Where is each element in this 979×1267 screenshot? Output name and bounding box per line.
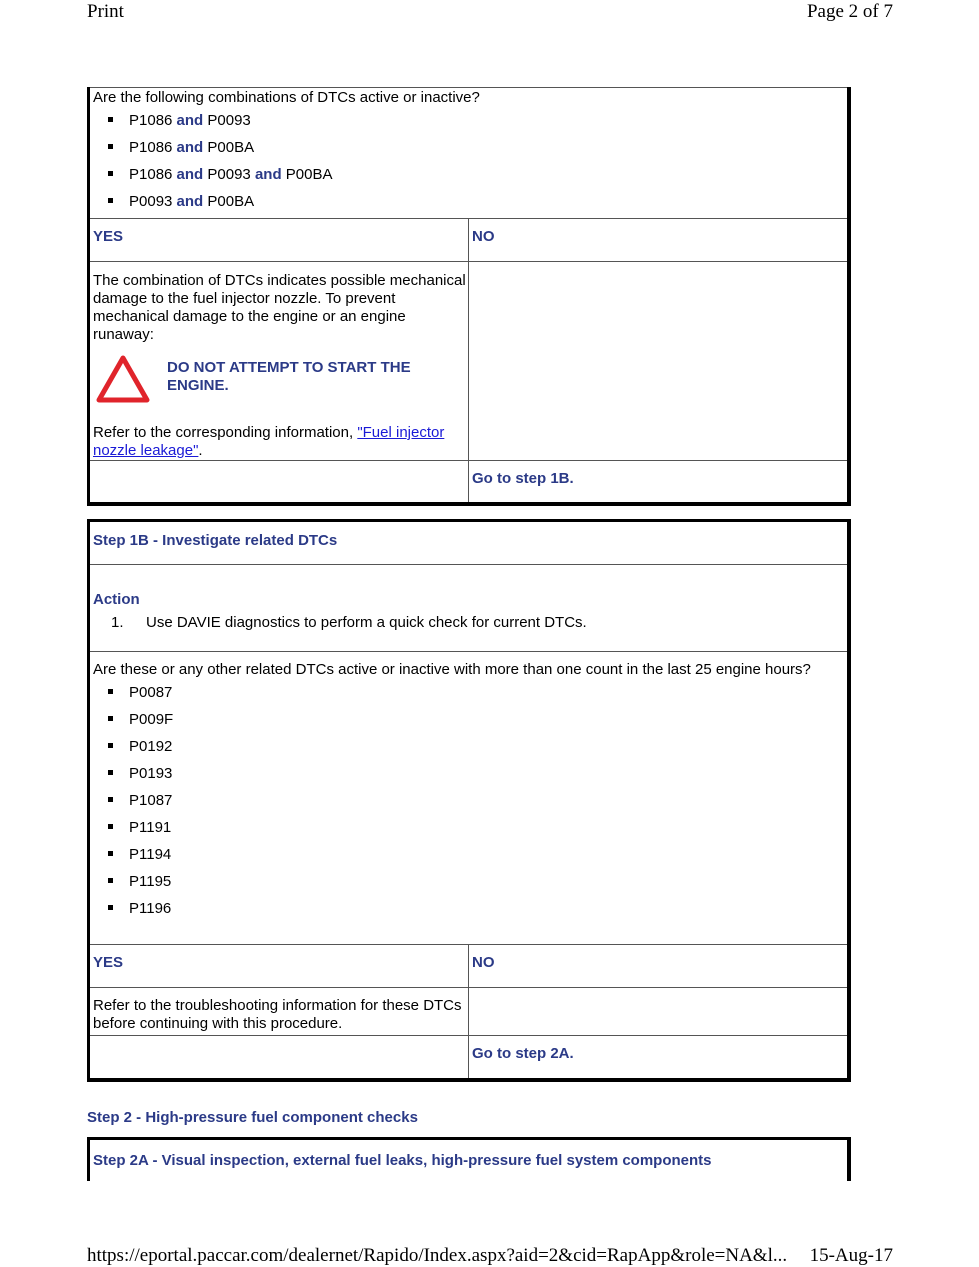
refer-suffix: .: [198, 442, 203, 459]
dtc-combination-item: [108, 161, 847, 188]
dtc-code: P00BA: [207, 193, 255, 210]
yes-content-cell: [89, 988, 469, 1036]
yes-goto-cell: [89, 461, 469, 504]
yes-text: The combination of DTCs indicates possible mechanical damage to the fuel injector nozzle. To prevent mechanical damage to the engine or an engine runaway:: [93, 272, 466, 343]
refer-prefix: Refer to the corresponding information,: [93, 424, 358, 441]
step-2a-title: Step 2A - Visual inspection, external fuel leaks, high-pressure fuel system components: [93, 1152, 712, 1169]
warning-line-1: DO NOT ATTEMPT TO START THE: [167, 359, 411, 376]
related-dtc-question: Are these or any other related DTCs active or inactive with more than one count in the last 25 engine hours?: [93, 661, 811, 678]
yes-header-cell: [89, 219, 469, 262]
bullet-square-icon: [108, 743, 113, 748]
yes-label: YES: [93, 954, 124, 971]
refer-text: [93, 424, 468, 460]
dtc-combination-item: [108, 107, 847, 134]
bullet-square-icon: [108, 770, 113, 775]
no-content-cell: [469, 262, 850, 461]
no-header-cell: [469, 945, 850, 988]
action-number: 1.: [111, 614, 124, 631]
dtc-code: P1086: [129, 139, 173, 156]
no-label: NO: [472, 954, 495, 971]
no-goto-cell: [469, 461, 850, 504]
question-cell: [89, 88, 850, 219]
dtc-code: P1194: [129, 846, 172, 863]
warning-block: [93, 352, 468, 404]
related-dtc-question-cell: [89, 652, 850, 945]
related-dtc-item: [108, 760, 847, 787]
no-content-cell: [469, 988, 850, 1036]
goto-step-2a: Go to step 2A.: [472, 1045, 574, 1062]
related-dtc-item: [108, 679, 847, 706]
bullet-square-icon: [108, 117, 113, 122]
bullet-square-icon: [108, 171, 113, 176]
footer-url: https://eportal.paccar.com/dealernet/Rapido/Index.aspx?aid=2&cid=RapApp&role=NA&l...: [87, 1245, 788, 1266]
step-1b-title-cell: [89, 521, 850, 565]
dtc-code: P009F: [129, 711, 174, 728]
step-2-heading: Step 2 - High-pressure fuel component checks: [87, 1109, 418, 1126]
step-2a-table: [87, 1137, 851, 1181]
footer-date: 15-Aug-17: [809, 1245, 893, 1266]
and-keyword: and: [176, 166, 204, 183]
dtc-code: P1086: [129, 166, 173, 183]
dtc-combination-list: [93, 107, 847, 215]
warning-line-2: ENGINE.: [167, 377, 229, 394]
and-keyword: and: [176, 112, 204, 129]
dtc-code: P1191: [129, 819, 172, 836]
warning-triangle-icon: [95, 354, 151, 404]
related-dtc-item: [108, 868, 847, 895]
dtc-combination-table: [87, 87, 851, 506]
and-keyword: and: [176, 139, 204, 156]
related-dtc-item: [108, 895, 847, 922]
action-text: Use DAVIE diagnostics to perform a quick check for current DTCs.: [146, 614, 587, 631]
dtc-code: P0093: [207, 112, 251, 129]
related-dtc-item: [108, 787, 847, 814]
yes-content-cell: [89, 262, 469, 461]
and-keyword: and: [254, 166, 282, 183]
related-dtc-item: [108, 706, 847, 733]
dtc-code: P00BA: [207, 139, 255, 156]
question-text: Are the following combinations of DTCs active or inactive?: [93, 89, 480, 106]
bullet-square-icon: [108, 198, 113, 203]
related-dtc-item: [108, 841, 847, 868]
print-label: Print: [87, 1, 124, 22]
dtc-code: P1196: [129, 900, 172, 917]
action-cell: [89, 565, 850, 652]
goto-step-1b: Go to step 1B.: [472, 470, 574, 487]
bullet-square-icon: [108, 824, 113, 829]
fuel-injector-leakage-link[interactable]: "Fuel injector nozzle leakage": [93, 424, 445, 459]
page-number: Page 2 of 7: [806, 1, 893, 22]
action-label: Action: [93, 591, 140, 608]
bullet-square-icon: [108, 905, 113, 910]
bullet-square-icon: [108, 878, 113, 883]
dtc-code: P0087: [129, 684, 173, 701]
warning-text: [167, 352, 411, 395]
bullet-square-icon: [108, 689, 113, 694]
related-dtc-item: [108, 814, 847, 841]
bullet-square-icon: [108, 144, 113, 149]
no-header-cell: [469, 219, 850, 262]
dtc-code: P1087: [129, 792, 173, 809]
related-dtc-item: [108, 733, 847, 760]
dtc-code: P0093: [129, 193, 173, 210]
action-item: [93, 609, 847, 636]
step-2a-title-cell: [89, 1139, 850, 1181]
dtc-combination-item: [108, 134, 847, 161]
yes-text: Refer to the troubleshooting information for these DTCs before continuing with this procedure.: [93, 997, 462, 1032]
bullet-square-icon: [108, 716, 113, 721]
no-goto-cell: [469, 1036, 850, 1080]
related-dtc-list: [93, 679, 847, 922]
dtc-code: P1195: [129, 873, 172, 890]
yes-label: YES: [93, 228, 124, 245]
bullet-square-icon: [108, 851, 113, 856]
bullet-square-icon: [108, 797, 113, 802]
dtc-code: P1086: [129, 112, 173, 129]
action-list: [93, 609, 847, 636]
dtc-code: P0192: [129, 738, 173, 755]
dtc-code: P0093: [207, 166, 251, 183]
and-keyword: and: [176, 193, 204, 210]
yes-header-cell: [89, 945, 469, 988]
dtc-code: P0193: [129, 765, 173, 782]
yes-goto-cell: [89, 1036, 469, 1080]
step-1b-title: Step 1B - Investigate related DTCs: [93, 532, 338, 549]
step-1b-table: [87, 519, 851, 1082]
no-label: NO: [472, 228, 495, 245]
dtc-code: P00BA: [285, 166, 333, 183]
dtc-combination-item: [108, 188, 847, 215]
